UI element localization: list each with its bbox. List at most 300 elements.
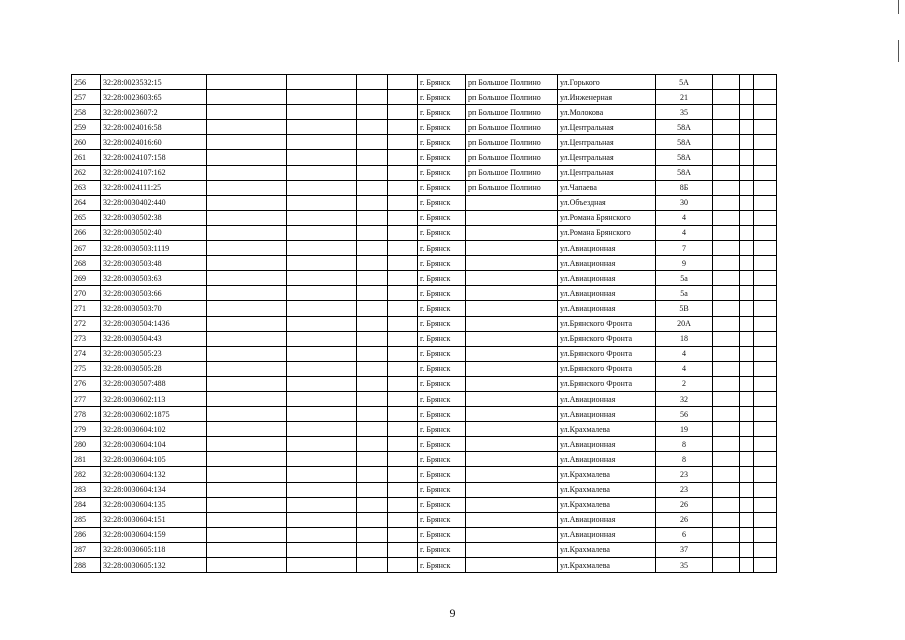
cadastral-number: 32:28:0030604:102 xyxy=(101,422,207,437)
empty-cell xyxy=(287,90,357,105)
empty-cell xyxy=(713,301,740,316)
settlement xyxy=(466,422,558,437)
empty-cell xyxy=(740,135,754,150)
empty-cell xyxy=(287,180,357,195)
empty-cell xyxy=(388,376,418,391)
table-row xyxy=(72,210,777,225)
city: г. Брянск xyxy=(418,407,466,422)
empty-cell xyxy=(754,497,777,512)
table-row xyxy=(72,225,777,240)
empty-cell xyxy=(740,316,754,331)
settlement: рп Большое Полпино xyxy=(466,105,558,120)
empty-cell xyxy=(713,452,740,467)
empty-cell xyxy=(357,180,388,195)
empty-cell xyxy=(357,195,388,210)
table-row xyxy=(72,316,777,331)
table-row xyxy=(72,195,777,210)
empty-cell xyxy=(740,527,754,542)
house-number: 2 xyxy=(656,376,713,391)
empty-cell xyxy=(754,331,777,346)
empty-cell xyxy=(207,527,287,542)
city: г. Брянск xyxy=(418,422,466,437)
city: г. Брянск xyxy=(418,376,466,391)
house-number: 35 xyxy=(656,558,713,573)
settlement xyxy=(466,407,558,422)
empty-cell xyxy=(207,256,287,271)
city: г. Брянск xyxy=(418,452,466,467)
table-row xyxy=(72,422,777,437)
table-row xyxy=(72,120,777,135)
empty-cell xyxy=(287,558,357,573)
street: ул.Брянского Фронта xyxy=(558,376,656,391)
empty-cell xyxy=(287,512,357,527)
empty-cell xyxy=(357,467,388,482)
empty-cell xyxy=(754,437,777,452)
settlement xyxy=(466,286,558,301)
house-number: 35 xyxy=(656,105,713,120)
table-row xyxy=(72,512,777,527)
street: ул.Авиационная xyxy=(558,512,656,527)
city: г. Брянск xyxy=(418,165,466,180)
street: ул.Авиационная xyxy=(558,241,656,256)
city: г. Брянск xyxy=(418,105,466,120)
empty-cell xyxy=(754,90,777,105)
cadastral-number: 32:28:0030502:40 xyxy=(101,225,207,240)
house-number: 4 xyxy=(656,361,713,376)
house-number: 5а xyxy=(656,286,713,301)
settlement xyxy=(466,512,558,527)
table-row xyxy=(72,482,777,497)
empty-cell xyxy=(357,120,388,135)
row-number: 281 xyxy=(72,452,101,467)
empty-cell xyxy=(713,407,740,422)
cadastral-number: 32:28:0030604:105 xyxy=(101,452,207,467)
street: ул.Авиационная xyxy=(558,256,656,271)
empty-cell xyxy=(754,271,777,286)
city: г. Брянск xyxy=(418,361,466,376)
settlement xyxy=(466,195,558,210)
street: ул.Брянского Фронта xyxy=(558,361,656,376)
table-row xyxy=(72,376,777,391)
empty-cell xyxy=(357,165,388,180)
empty-cell xyxy=(388,346,418,361)
row-number: 287 xyxy=(72,542,101,557)
settlement: рп Большое Полпино xyxy=(466,75,558,90)
empty-cell xyxy=(740,105,754,120)
house-number: 5А xyxy=(656,75,713,90)
empty-cell xyxy=(713,331,740,346)
settlement xyxy=(466,316,558,331)
empty-cell xyxy=(388,271,418,286)
street: ул.Брянского Фронта xyxy=(558,346,656,361)
cadastral-number: 32:28:0030503:63 xyxy=(101,271,207,286)
empty-cell xyxy=(357,271,388,286)
empty-cell xyxy=(357,286,388,301)
row-number: 265 xyxy=(72,210,101,225)
empty-cell xyxy=(207,225,287,240)
settlement xyxy=(466,558,558,573)
settlement xyxy=(466,497,558,512)
cadastral-number: 32:28:0030504:43 xyxy=(101,331,207,346)
cadastral-number: 32:28:0030502:38 xyxy=(101,210,207,225)
cadastral-number: 32:28:0024016:60 xyxy=(101,135,207,150)
city: г. Брянск xyxy=(418,90,466,105)
empty-cell xyxy=(287,225,357,240)
row-number: 269 xyxy=(72,271,101,286)
street: ул.Чапаева xyxy=(558,180,656,195)
cadastral-number: 32:28:0030605:132 xyxy=(101,558,207,573)
empty-cell xyxy=(357,346,388,361)
table-row xyxy=(72,180,777,195)
empty-cell xyxy=(388,452,418,467)
empty-cell xyxy=(740,241,754,256)
empty-cell xyxy=(740,180,754,195)
table-row xyxy=(72,286,777,301)
empty-cell xyxy=(287,256,357,271)
empty-cell xyxy=(357,437,388,452)
empty-cell xyxy=(740,75,754,90)
empty-cell xyxy=(388,331,418,346)
empty-cell xyxy=(740,120,754,135)
empty-cell xyxy=(740,452,754,467)
empty-cell xyxy=(713,391,740,406)
table-row xyxy=(72,75,777,90)
table-row xyxy=(72,135,777,150)
row-number: 276 xyxy=(72,376,101,391)
house-number: 58А xyxy=(656,165,713,180)
empty-cell xyxy=(388,407,418,422)
city: г. Брянск xyxy=(418,195,466,210)
cadastral-number: 32:28:0024016:58 xyxy=(101,120,207,135)
row-number: 284 xyxy=(72,497,101,512)
settlement xyxy=(466,437,558,452)
empty-cell xyxy=(388,105,418,120)
empty-cell xyxy=(287,361,357,376)
street: ул.Авиационная xyxy=(558,391,656,406)
city: г. Брянск xyxy=(418,286,466,301)
house-number: 58А xyxy=(656,120,713,135)
empty-cell xyxy=(357,105,388,120)
empty-cell xyxy=(388,316,418,331)
settlement xyxy=(466,527,558,542)
empty-cell xyxy=(388,361,418,376)
empty-cell xyxy=(207,301,287,316)
street: ул.Брянского Фронта xyxy=(558,316,656,331)
empty-cell xyxy=(207,512,287,527)
empty-cell xyxy=(207,165,287,180)
empty-cell xyxy=(357,391,388,406)
settlement xyxy=(466,467,558,482)
city: г. Брянск xyxy=(418,225,466,240)
empty-cell xyxy=(713,542,740,557)
empty-cell xyxy=(357,407,388,422)
settlement: рп Большое Полпино xyxy=(466,135,558,150)
table-row xyxy=(72,301,777,316)
cadastral-number: 32:28:0030505:23 xyxy=(101,346,207,361)
settlement xyxy=(466,346,558,361)
house-number: 4 xyxy=(656,225,713,240)
empty-cell xyxy=(713,225,740,240)
empty-cell xyxy=(740,90,754,105)
empty-cell xyxy=(287,105,357,120)
empty-cell xyxy=(388,165,418,180)
table-row xyxy=(72,361,777,376)
street: ул.Горького xyxy=(558,75,656,90)
table-row xyxy=(72,497,777,512)
empty-cell xyxy=(287,346,357,361)
empty-cell xyxy=(357,75,388,90)
empty-cell xyxy=(388,225,418,240)
empty-cell xyxy=(207,316,287,331)
empty-cell xyxy=(287,135,357,150)
cadastral-number: 32:28:0030604:159 xyxy=(101,527,207,542)
house-number: 8 xyxy=(656,437,713,452)
empty-cell xyxy=(207,195,287,210)
cadastral-number: 32:28:0030604:132 xyxy=(101,467,207,482)
empty-cell xyxy=(357,527,388,542)
row-number: 271 xyxy=(72,301,101,316)
empty-cell xyxy=(754,558,777,573)
empty-cell xyxy=(754,512,777,527)
empty-cell xyxy=(388,241,418,256)
empty-cell xyxy=(388,210,418,225)
empty-cell xyxy=(713,286,740,301)
empty-cell xyxy=(287,497,357,512)
table-row xyxy=(72,407,777,422)
empty-cell xyxy=(207,286,287,301)
city: г. Брянск xyxy=(418,331,466,346)
empty-cell xyxy=(713,180,740,195)
empty-cell xyxy=(388,558,418,573)
city: г. Брянск xyxy=(418,135,466,150)
empty-cell xyxy=(740,210,754,225)
empty-cell xyxy=(207,422,287,437)
street: ул.Крахмалева xyxy=(558,467,656,482)
empty-cell xyxy=(388,391,418,406)
row-number: 259 xyxy=(72,120,101,135)
table-row xyxy=(72,391,777,406)
street: ул.Авиационная xyxy=(558,286,656,301)
empty-cell xyxy=(357,90,388,105)
registry-rows xyxy=(72,75,777,573)
empty-cell xyxy=(207,150,287,165)
empty-cell xyxy=(740,361,754,376)
empty-cell xyxy=(207,75,287,90)
registry-table xyxy=(71,74,777,573)
city: г. Брянск xyxy=(418,558,466,573)
street: ул.Брянского Фронта xyxy=(558,331,656,346)
cadastral-number: 32:28:0030604:104 xyxy=(101,437,207,452)
row-number: 267 xyxy=(72,241,101,256)
empty-cell xyxy=(207,497,287,512)
empty-cell xyxy=(207,135,287,150)
street: ул.Центральная xyxy=(558,135,656,150)
cadastral-number: 32:28:0030604:151 xyxy=(101,512,207,527)
street: ул.Романа Брянского xyxy=(558,225,656,240)
settlement xyxy=(466,210,558,225)
empty-cell xyxy=(357,542,388,557)
city: г. Брянск xyxy=(418,527,466,542)
empty-cell xyxy=(754,391,777,406)
empty-cell xyxy=(207,346,287,361)
empty-cell xyxy=(713,346,740,361)
empty-cell xyxy=(754,150,777,165)
empty-cell xyxy=(754,75,777,90)
empty-cell xyxy=(740,271,754,286)
house-number: 26 xyxy=(656,497,713,512)
street: ул.Авиационная xyxy=(558,271,656,286)
street: ул.Авиационная xyxy=(558,407,656,422)
empty-cell xyxy=(287,542,357,557)
empty-cell xyxy=(754,542,777,557)
table-row xyxy=(72,467,777,482)
empty-cell xyxy=(713,437,740,452)
empty-cell xyxy=(287,331,357,346)
settlement xyxy=(466,452,558,467)
city: г. Брянск xyxy=(418,467,466,482)
street: ул.Авиационная xyxy=(558,452,656,467)
empty-cell xyxy=(754,105,777,120)
settlement xyxy=(466,301,558,316)
street: ул.Крахмалева xyxy=(558,497,656,512)
city: г. Брянск xyxy=(418,301,466,316)
settlement: рп Большое Полпино xyxy=(466,150,558,165)
empty-cell xyxy=(754,180,777,195)
empty-cell xyxy=(207,90,287,105)
table-row xyxy=(72,558,777,573)
empty-cell xyxy=(740,195,754,210)
row-number: 273 xyxy=(72,331,101,346)
empty-cell xyxy=(754,301,777,316)
house-number: 9 xyxy=(656,256,713,271)
empty-cell xyxy=(207,271,287,286)
empty-cell xyxy=(713,241,740,256)
empty-cell xyxy=(754,452,777,467)
empty-cell xyxy=(287,437,357,452)
row-number: 274 xyxy=(72,346,101,361)
street: ул.Авиационная xyxy=(558,437,656,452)
empty-cell xyxy=(754,482,777,497)
empty-cell xyxy=(287,120,357,135)
empty-cell xyxy=(357,210,388,225)
empty-cell xyxy=(740,376,754,391)
cadastral-number: 32:28:0030503:48 xyxy=(101,256,207,271)
empty-cell xyxy=(357,452,388,467)
row-number: 286 xyxy=(72,527,101,542)
cadastral-number: 32:28:0023532:15 xyxy=(101,75,207,90)
empty-cell xyxy=(207,407,287,422)
city: г. Брянск xyxy=(418,437,466,452)
city: г. Брянск xyxy=(418,391,466,406)
street: ул.Центральная xyxy=(558,150,656,165)
row-number: 268 xyxy=(72,256,101,271)
cadastral-number: 32:28:0030503:1119 xyxy=(101,241,207,256)
city: г. Брянск xyxy=(418,497,466,512)
street: ул.Авиационная xyxy=(558,301,656,316)
empty-cell xyxy=(388,90,418,105)
cadastral-number: 32:28:0030503:66 xyxy=(101,286,207,301)
house-number: 8 xyxy=(656,452,713,467)
empty-cell xyxy=(357,301,388,316)
empty-cell xyxy=(388,75,418,90)
empty-cell xyxy=(357,512,388,527)
empty-cell xyxy=(740,512,754,527)
cadastral-number: 32:28:0030605:118 xyxy=(101,542,207,557)
empty-cell xyxy=(754,195,777,210)
cadastral-number: 32:28:0030402:440 xyxy=(101,195,207,210)
settlement xyxy=(466,361,558,376)
house-number: 58А xyxy=(656,150,713,165)
empty-cell xyxy=(207,105,287,120)
empty-cell xyxy=(713,256,740,271)
empty-cell xyxy=(388,527,418,542)
empty-cell xyxy=(287,150,357,165)
empty-cell xyxy=(713,558,740,573)
row-number: 270 xyxy=(72,286,101,301)
empty-cell xyxy=(287,467,357,482)
empty-cell xyxy=(287,271,357,286)
empty-cell xyxy=(287,75,357,90)
empty-cell xyxy=(754,165,777,180)
empty-cell xyxy=(713,150,740,165)
empty-cell xyxy=(207,376,287,391)
empty-cell xyxy=(713,376,740,391)
empty-cell xyxy=(713,120,740,135)
row-number: 272 xyxy=(72,316,101,331)
empty-cell xyxy=(287,391,357,406)
empty-cell xyxy=(207,391,287,406)
empty-cell xyxy=(740,331,754,346)
empty-cell xyxy=(287,316,357,331)
row-number: 260 xyxy=(72,135,101,150)
empty-cell xyxy=(357,241,388,256)
street: ул.Авиационная xyxy=(558,527,656,542)
empty-cell xyxy=(754,346,777,361)
empty-cell xyxy=(713,165,740,180)
empty-cell xyxy=(388,482,418,497)
empty-cell xyxy=(287,195,357,210)
table-row xyxy=(72,105,777,120)
empty-cell xyxy=(713,195,740,210)
street: ул.Крахмалева xyxy=(558,542,656,557)
empty-cell xyxy=(713,316,740,331)
city: г. Брянск xyxy=(418,512,466,527)
empty-cell xyxy=(740,391,754,406)
street: ул.Романа Брянского xyxy=(558,210,656,225)
city: г. Брянск xyxy=(418,210,466,225)
empty-cell xyxy=(357,376,388,391)
table-row xyxy=(72,256,777,271)
house-number: 5а xyxy=(656,271,713,286)
empty-cell xyxy=(388,120,418,135)
row-number: 257 xyxy=(72,90,101,105)
street: ул.Молокова xyxy=(558,105,656,120)
city: г. Брянск xyxy=(418,75,466,90)
empty-cell xyxy=(754,407,777,422)
empty-cell xyxy=(713,467,740,482)
empty-cell xyxy=(740,256,754,271)
settlement xyxy=(466,256,558,271)
table-row xyxy=(72,346,777,361)
empty-cell xyxy=(287,376,357,391)
empty-cell xyxy=(388,286,418,301)
settlement: рп Большое Полпино xyxy=(466,180,558,195)
empty-cell xyxy=(754,120,777,135)
empty-cell xyxy=(388,497,418,512)
empty-cell xyxy=(388,195,418,210)
empty-cell xyxy=(740,286,754,301)
empty-cell xyxy=(287,286,357,301)
